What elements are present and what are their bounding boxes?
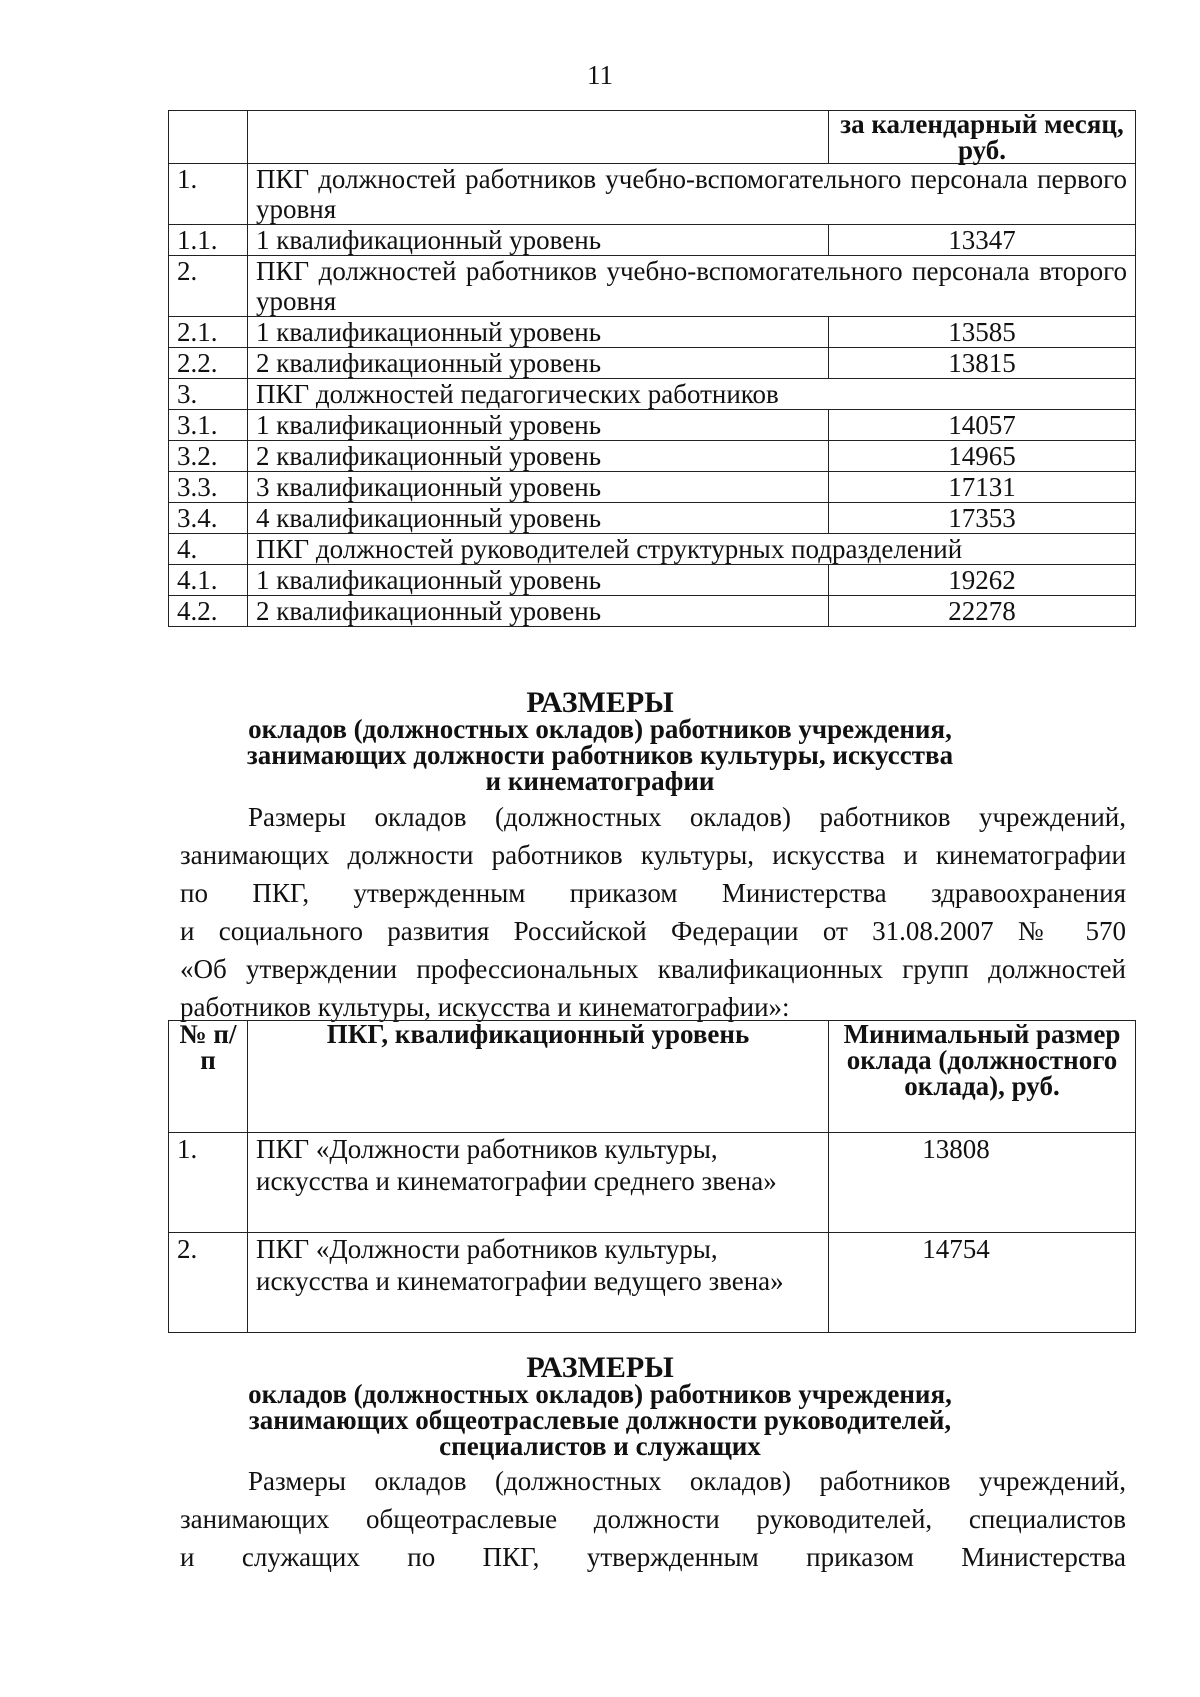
table-row [169, 472, 1136, 503]
row-label: 1 квалификационный уровень [248, 317, 829, 348]
section-subtitle-line: занимающих общеотраслевые должности руководителей, [248, 1405, 952, 1435]
table-row [169, 348, 1136, 379]
section-subtitle-line: специалистов и служащих [439, 1431, 761, 1461]
row-number: 2.1. [169, 317, 248, 348]
table-row [169, 1233, 1136, 1333]
row-number: 3.3. [169, 472, 248, 503]
row-label: ПКГ должностей работников учебно-вспомогательного персонала второго уровня [248, 256, 1136, 317]
section-heading-culture [150, 686, 1050, 796]
section-subtitle-line: окладов (должностных окладов) работников учреждения, [248, 1379, 952, 1409]
row-number: 2.2. [169, 348, 248, 379]
table-header-value: за календарный месяц, руб. [829, 111, 1136, 164]
table-row [169, 317, 1136, 348]
section-subtitle-line: занимающих должности работников культуры, искусства [246, 740, 954, 770]
table-row [169, 164, 1136, 225]
row-label: 4 квалификационный уровень [248, 503, 829, 534]
table-row [169, 534, 1136, 565]
paragraph-line: Размеры окладов (должностных окладов) работников учреждений, [248, 1466, 1126, 1496]
table-header-num: № п/п [169, 1021, 248, 1133]
row-number: 2. [169, 1233, 248, 1333]
paragraph-line: по ПКГ, утвержденным приказом Министерства здравоохранения [180, 878, 1126, 908]
table-row [169, 410, 1136, 441]
table-row [169, 379, 1136, 410]
paragraph-line: и служащих по ПКГ, утвержденным приказом Министерства [180, 1542, 1126, 1572]
row-label: 2 квалификационный уровень [248, 441, 829, 472]
row-label: 2 квалификационный уровень [248, 596, 829, 627]
row-value: 19262 [829, 565, 1136, 596]
row-label: 1 квалификационный уровень [248, 565, 829, 596]
row-number: 3.4. [169, 503, 248, 534]
row-number: 1.1. [169, 225, 248, 256]
row-number: 4.1. [169, 565, 248, 596]
paragraph-line: и социального развития Российской Федерации от 31.08.2007 № 570 [180, 916, 1126, 946]
row-label: ПКГ должностей педагогических работников [248, 379, 1136, 410]
table-row [169, 441, 1136, 472]
row-value: 13808 [829, 1133, 1136, 1233]
paragraph-line: работников культуры, искусства и кинематографии»: [180, 992, 790, 1022]
salary-table-culture [168, 1020, 1136, 1333]
section-subtitle-line: и кинематографии [485, 766, 715, 796]
row-number: 1. [169, 1133, 248, 1233]
row-value: 13815 [829, 348, 1136, 379]
row-number: 2. [169, 256, 248, 317]
section-subtitle-line: окладов (должностных окладов) работников учреждения, [248, 714, 952, 744]
row-label: 2 квалификационный уровень [248, 348, 829, 379]
row-value: 14754 [829, 1233, 1136, 1333]
paragraph-line: занимающих должности работников культуры, искусства и кинематографии [180, 840, 1126, 870]
row-label: 1 квалификационный уровень [248, 410, 829, 441]
paragraph-line: Размеры окладов (должностных окладов) работников учреждений, [248, 802, 1126, 832]
row-label: ПКГ «Должности работников культуры, искусства и кинематографии среднего звена» [248, 1133, 829, 1233]
row-label: ПКГ должностей работников учебно-вспомогательного персонала первого уровня [248, 164, 1136, 225]
section-title: РАЗМЕРЫ [526, 686, 674, 719]
row-label: 3 квалификационный уровень [248, 472, 829, 503]
row-label: ПКГ «Должности работников культуры, искусства и кинематографии ведущего звена» [248, 1233, 829, 1333]
row-value: 13347 [829, 225, 1136, 256]
salary-table-educational [168, 110, 1136, 627]
row-value: 22278 [829, 596, 1136, 627]
row-value: 17131 [829, 472, 1136, 503]
table-header-row [169, 111, 1136, 164]
table-header-row [169, 1021, 1136, 1133]
table-cell [169, 111, 248, 164]
row-value: 13585 [829, 317, 1136, 348]
row-number: 3. [169, 379, 248, 410]
table-row [169, 565, 1136, 596]
section-paragraph-general [180, 1462, 1126, 1576]
row-number: 3.1. [169, 410, 248, 441]
row-number: 4. [169, 534, 248, 565]
row-label: 1 квалификационный уровень [248, 225, 829, 256]
table-header-value: Минимальный размер оклада (должностного оклада), руб. [829, 1021, 1136, 1133]
row-number: 4.2. [169, 596, 248, 627]
row-number: 3.2. [169, 441, 248, 472]
table-row [169, 1133, 1136, 1233]
row-value: 14965 [829, 441, 1136, 472]
table-cell [248, 111, 829, 164]
paragraph-line: занимающих общеотраслевые должности руководителей, специалистов [180, 1504, 1126, 1534]
table-row [169, 256, 1136, 317]
paragraph-line: «Об утверждении профессиональных квалификационных групп должностей [180, 954, 1126, 984]
table-row [169, 503, 1136, 534]
table-row [169, 225, 1136, 256]
table-header-label: ПКГ, квалификационный уровень [248, 1021, 829, 1133]
row-label: ПКГ должностей руководителей структурных подразделений [248, 534, 1136, 565]
table-row [169, 596, 1136, 627]
section-paragraph-culture [180, 798, 1126, 1026]
section-heading-general [150, 1351, 1050, 1461]
page-number: 11 [587, 60, 613, 90]
row-value: 14057 [829, 410, 1136, 441]
row-number: 1. [169, 164, 248, 225]
row-value: 17353 [829, 503, 1136, 534]
section-title: РАЗМЕРЫ [526, 1351, 674, 1384]
